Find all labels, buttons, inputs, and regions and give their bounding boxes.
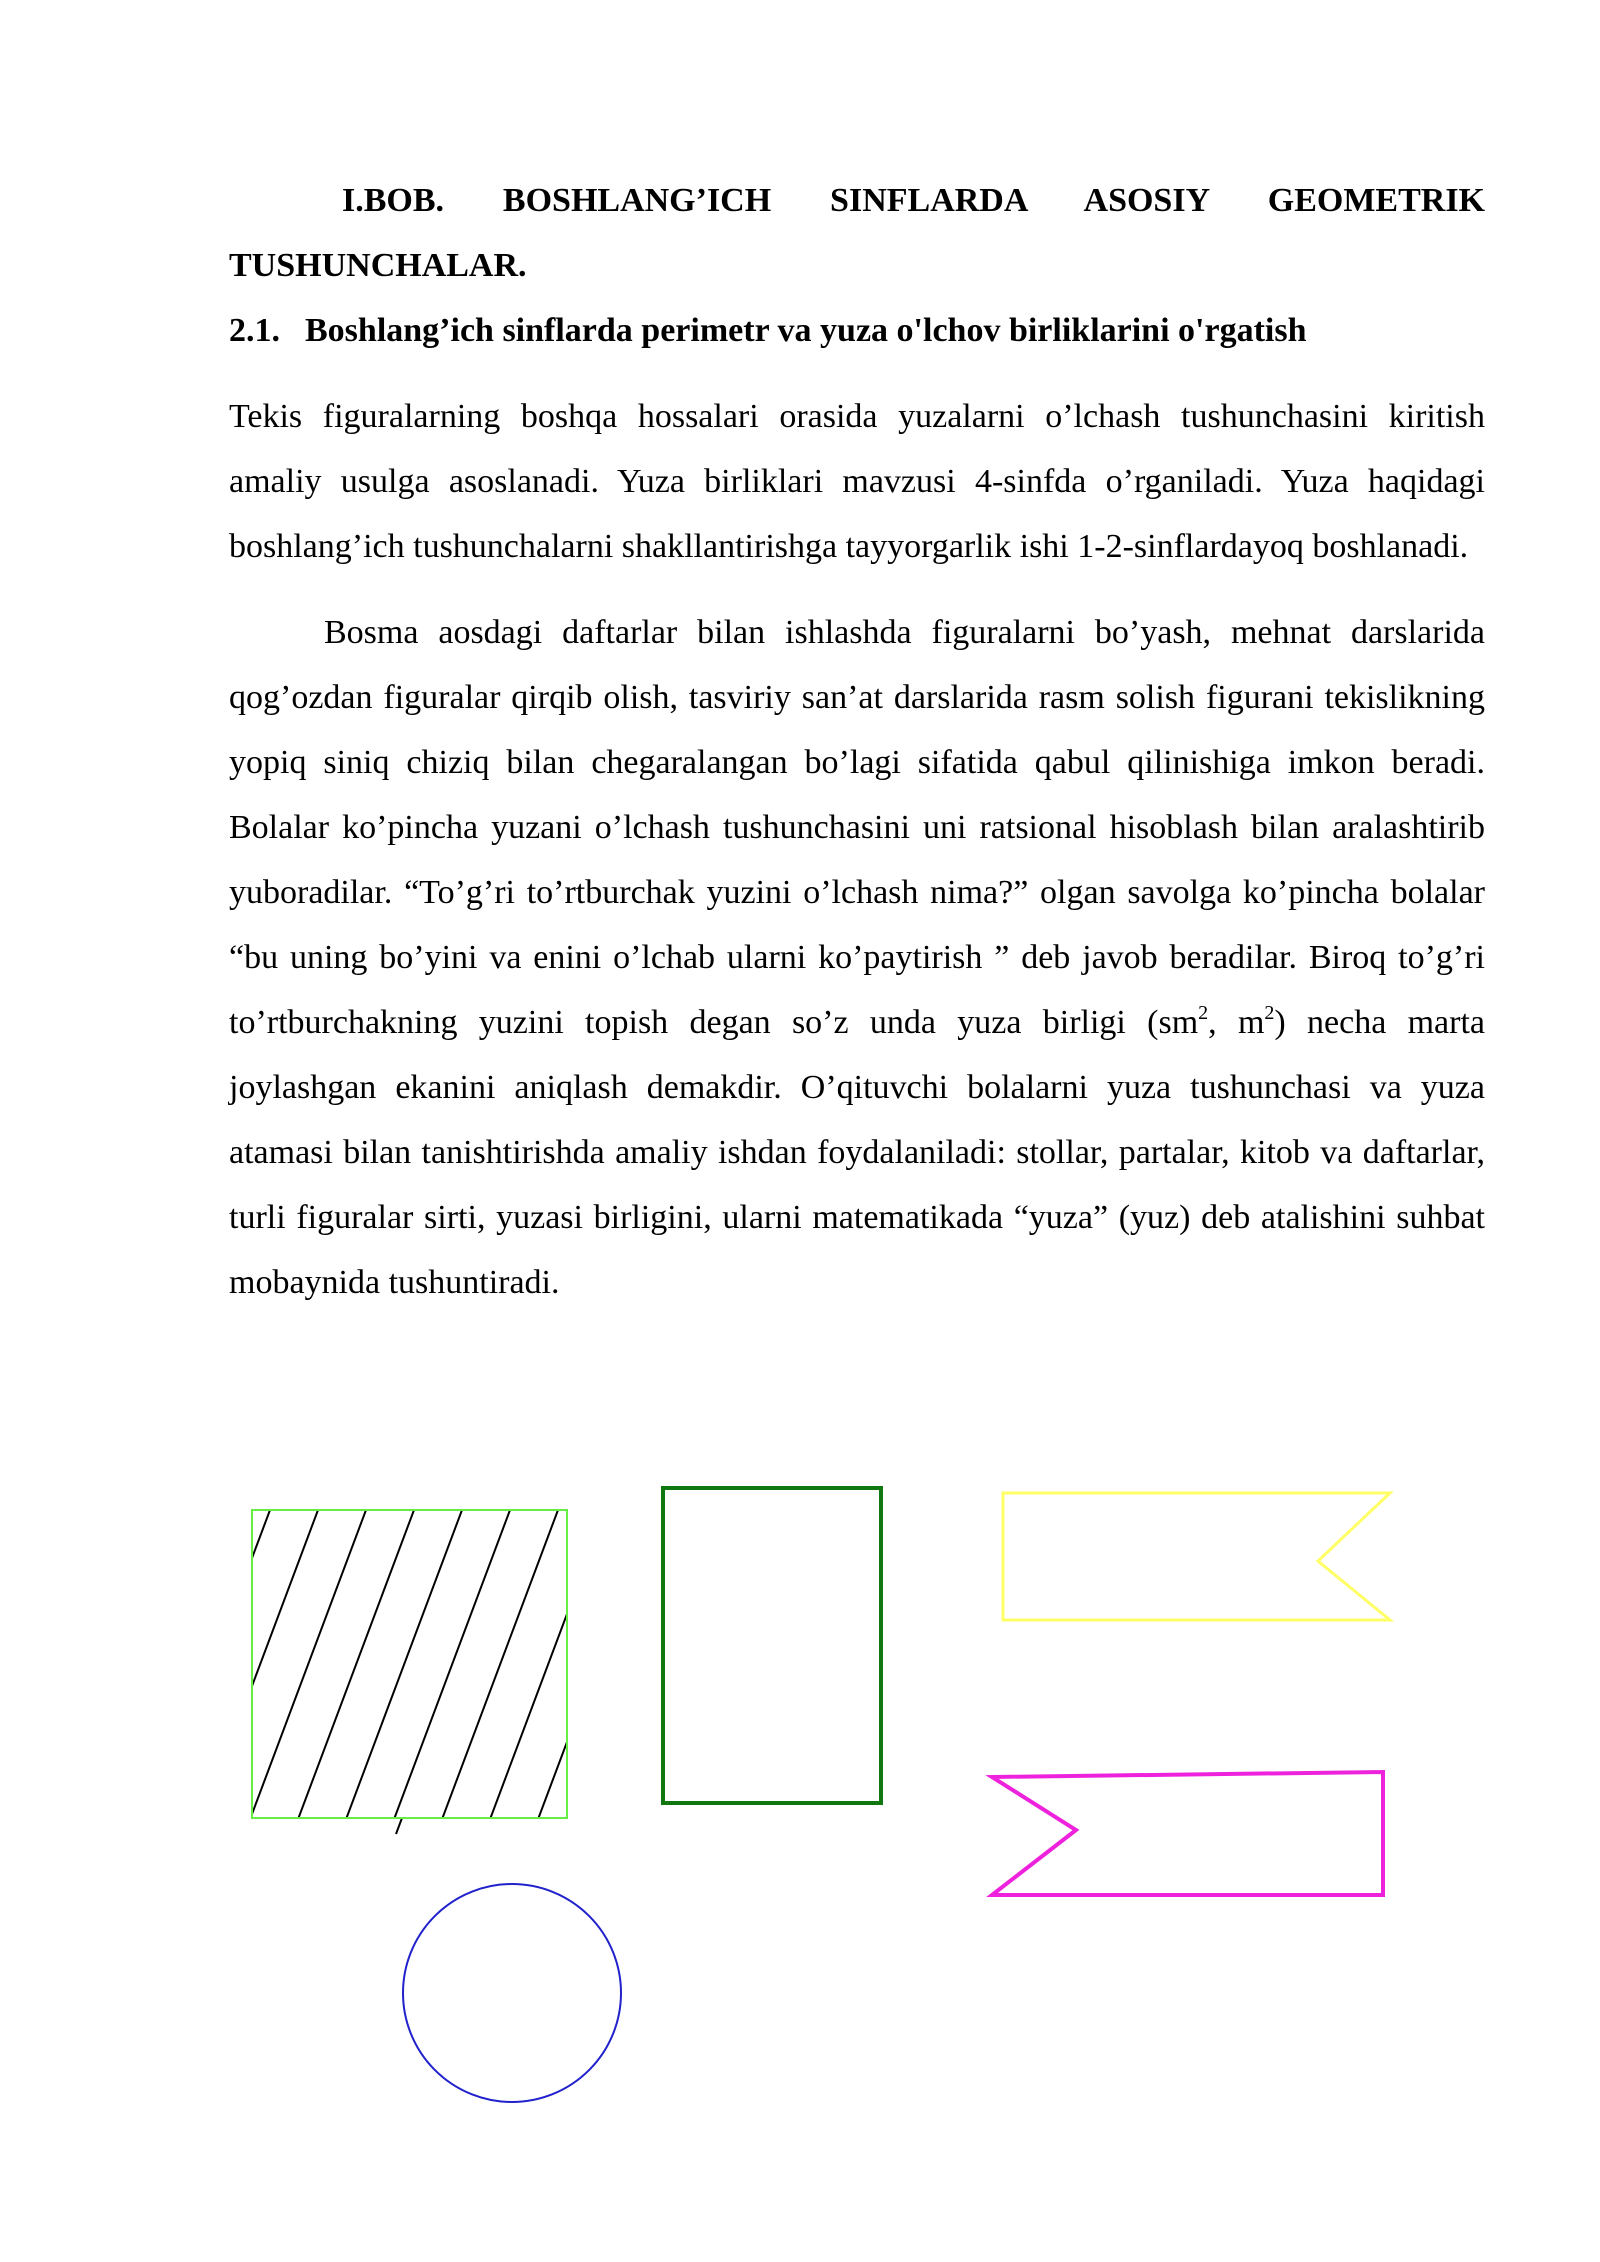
- hatched-square-figure: [150, 1510, 654, 1834]
- hatch-line: [390, 1510, 510, 1830]
- square-outline: [252, 1510, 567, 1818]
- chapter-title: I.BOB. BOSHLANG’ICH SINFLARDA ASOSIY GEOMETRIK TUSHUNCHALAR.: [229, 182, 1485, 284]
- flag-notch-right-figure: [1003, 1493, 1390, 1620]
- superscript-1: 2: [1198, 1002, 1209, 1024]
- hatch-line: [342, 1510, 462, 1830]
- hatch-line: [246, 1510, 366, 1830]
- section-heading: [229, 298, 1485, 363]
- hatch-line: [150, 1510, 270, 1830]
- hatch-line: [198, 1510, 318, 1830]
- circle-figure: [403, 1884, 621, 2102]
- section-title: Boshlang’ich sinflarda perimetr va yuza o'lchov birliklarini o'rgatish: [305, 312, 1307, 349]
- section-number: 2.1.: [229, 312, 280, 349]
- hatch-line-overhang: [396, 1818, 402, 1834]
- rectangle-figure: [663, 1488, 881, 1803]
- flag-notch-left-figure: [992, 1772, 1383, 1895]
- hatch-line: [534, 1510, 654, 1830]
- paragraph-2: [229, 600, 1485, 1315]
- paragraph-2-part-2: , m: [1208, 1004, 1265, 1041]
- paragraph-2-part-1: Bosma aosdagi daftarlar bilan ishlashda figuralarni bo’yash, mehnat darslarida qog’ozdan figuralar qirqib olish, tasviriy san’at darslarida rasm solish figurani tekislikning yopiq siniq chiziq bilan chegaralangan bo’lagi sifatida qabul qilinishiga imkon beradi. Bolalar ko’pincha yuzani o’lchash tushunchasini uni ratsional hisoblash bilan aralashtirib yuboradilar. “To’g’ri to’rtburchak yuzini o’lchash nima?” olgan savolga ko’pincha bolalar “bu uning bo’yini va enini o’lchab ularni ko’paytirish ” deb javob beradilar. Biroq to’g’ri to’rtburchakning yuzini topish degan so’z unda yuza birligi (sm: [229, 614, 1485, 1041]
- hatch-line: [438, 1510, 558, 1830]
- text-column: [229, 168, 1485, 1315]
- paragraph-2-part-3: ) necha marta joylashgan ekanini aniqlash demakdir. O’qituvchi bolalarni yuza tushunchasi va yuza atamasi bilan tanishtirishda amaliy ishdan foydalaniladi: stollar, partalar, kitob va daftarlar, turli figuralar sirti, yuzasi birligini, ularni matematikada “yuza” (yuz) deb atalishini suhbat mobaynida tushuntiradi.: [229, 1004, 1485, 1301]
- hatch-lines: [150, 1510, 654, 1830]
- paragraph-1: Tekis figuralarning boshqa hossalari orasida yuzalarni o’lchash tushunchasini kiritish amaliy usulga asoslanadi. Yuza birliklari mavzusi 4-sinfda o’rganiladi. Yuza haqidagi boshlang’ich tushunchalarni shakllantirishga tayyorgarlik ishi 1-2-sinflardayoq boshlanadi.: [229, 398, 1485, 565]
- hatch-line: [294, 1510, 414, 1830]
- hatch-line: [486, 1510, 606, 1830]
- superscript-2: 2: [1264, 1002, 1275, 1024]
